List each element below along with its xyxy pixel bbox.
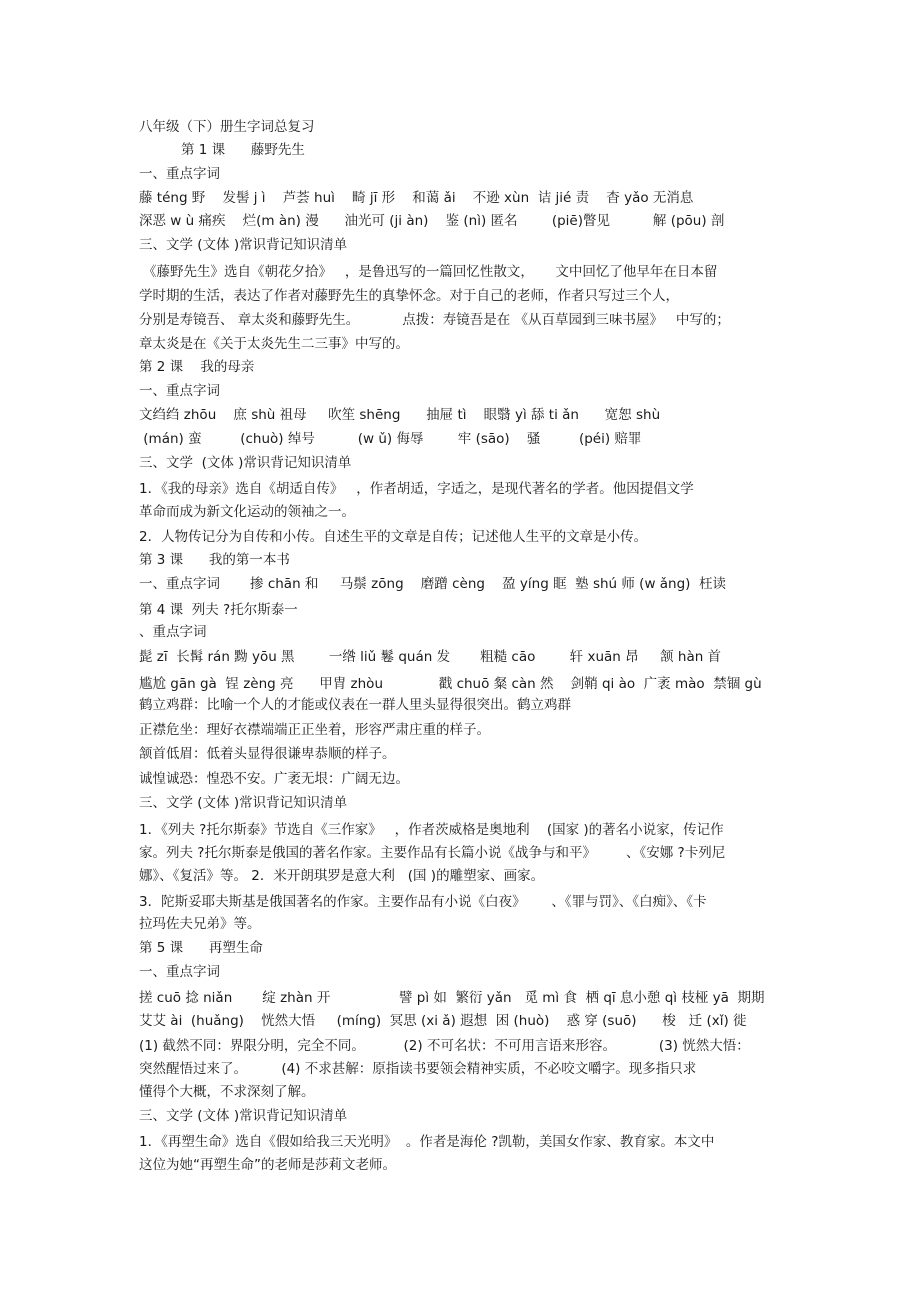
paragraph-line: 分别是寿镜吾、 章太炎和藤野先生。 点拨：寿镜吾是在 《从百草园到三味书屋》 中写的； xyxy=(139,312,730,328)
lesson-5-heading: 第 5 课 再塑生命 xyxy=(139,940,263,956)
paragraph-line: 这位为她“再塑生命”的老师是莎莉文老师。 xyxy=(139,1157,396,1173)
paragraph-line: 3．陀斯妥耶夫斯基是俄国著名的作家。主要作品有小说《白夜》 、《罪与罚》、《白痴》、《卡 xyxy=(139,894,707,910)
vocab-line: 搓 cuō 捻 niǎn 绽 zhàn 开 譬 pì 如 繁衍 yǎn 觅 mì 食 栖 qī 息小憩 qì 枝桠 yā 期期 xyxy=(139,990,765,1006)
paragraph-line: 1．《列夫 ?托尔斯泰》节选自《三作家》 ，作者茨威格是奥地利 (国家 )的著名小说家，传记作 xyxy=(139,822,724,838)
document-title: 八年级（下）册生字词总复习 xyxy=(139,119,315,135)
idiom-line: 诚惶诚恐：惶恐不安。广袤无垠：广阔无边。 xyxy=(139,771,409,787)
vocab-line: 髭 zī 长髯 rán 黝 yōu 黑 一绺 liǔ 鬈 quán 发 粗糙 cāo 轩 xuān 昂 颔 hàn 首 xyxy=(139,649,722,665)
paragraph-line: 2．人物传记分为自传和小传。自述生平的文章是自传；记述他人生平的文章是小传。 xyxy=(139,529,648,545)
lesson-1-heading: 第 1 课 藤野先生 xyxy=(181,142,305,158)
idiom-line: (1) 截然不同：界限分明，完全不同。 (2) 不可名状：不可用言语来形容。 (3) 恍然大悟： xyxy=(139,1038,750,1054)
paragraph-line: 学时期的生活，表达了作者对藤野先生的真挚怀念。对于自己的老师，作者只写过三个人， xyxy=(139,288,679,304)
section-heading: 、重点字词 xyxy=(139,624,207,640)
paragraph-line: 家。列夫 ?托尔斯泰是俄国的著名作家。主要作品有长篇小说《战争与和平》 、《安娜 ?卡列尼 xyxy=(139,845,726,861)
idiom-line: 鹤立鸡群：比喻一个人的才能或仪表在一群人里头显得很突出。鹤立鸡群 xyxy=(139,697,571,713)
vocab-line: 文绉绉 zhōu 庶 shù 祖母 吹笙 shēng 抽屉 tì 眼翳 yì 舔 ti ǎn 宽恕 shù xyxy=(139,407,661,423)
vocab-line: 尴尬 gān gà 锃 zèng 亮 甲胄 zhòu 戳 chuō 粲 càn 然 剑鞘 qi ào 广袤 mào 禁锢 gù xyxy=(139,676,762,692)
vocab-line: 艾艾 ài (huǎng) 恍然大悟 (míng) 冥思 (xi ǎ) 遐想 困 (huò) 惑 穿 (suō) 梭 迁 (xǐ) 徙 xyxy=(139,1013,747,1029)
paragraph-line: 拉玛佐夫兄弟》等。 xyxy=(139,916,261,932)
idiom-line: 懂得个大概，不求深刻了解。 xyxy=(139,1084,315,1100)
section-heading: 三、文学 (文体 )常识背记知识清单 xyxy=(139,237,348,253)
vocab-line: (mán) 蛮 (chuò) 绰号 (w ǔ) 侮辱 牢 (sāo) 骚 (péi) 赔罪 xyxy=(139,431,642,447)
paragraph-line: 革命而成为新文化运动的领袖之一。 xyxy=(139,504,355,520)
idiom-line: 正襟危坐：理好衣襟端端正正坐着，形容严肃庄重的样子。 xyxy=(139,722,490,738)
lesson-4-heading: 第 4 课 列夫 ?托尔斯泰一 xyxy=(139,602,298,618)
section-heading: 一、重点字词 xyxy=(139,383,220,399)
paragraph-line: 1．《再塑生命》选自《假如给我三天光明》 。作者是海伦 ?凯勒，美国女作家、教育家。本文中 xyxy=(139,1134,715,1150)
paragraph-line: 娜》、《复活》等。 2．米开朗琪罗是意大利 (国 )的雕塑家、画家。 xyxy=(139,868,545,884)
lesson-2-heading: 第 2 课 我的母亲 xyxy=(139,359,255,375)
section-heading: 一、重点字词 xyxy=(139,964,220,980)
vocab-line: 藤 téng 野 发髻 j ì 芦荟 huì 畸 jī 形 和蔼 ǎi 不逊 xùn 诘 jié 责 杳 yǎo 无消息 xyxy=(139,190,694,206)
section-heading: 三、文学 (文体 )常识背记知识清单 xyxy=(139,1108,348,1124)
vocab-line: 一、重点字词 掺 chān 和 马鬃 zōng 磨蹭 cèng 盈 yíng 眶 塾 shú 师 (w ǎng) 枉读 xyxy=(139,576,727,592)
paragraph-line: 1．《我的母亲》选自《胡适自传》 ，作者胡适，字适之，是现代著名的学者。他因提倡文学 xyxy=(139,481,694,497)
paragraph-line: 《藤野先生》选自《朝花夕拾》 ，是鲁迅写的一篇回忆性散文， 文中回忆了他早年在日本留 xyxy=(143,264,718,280)
idiom-line: 突然醒悟过来了。 (4) 不求甚解：原指读书要领会精神实质，不必咬文嚼字。现多指只求 xyxy=(139,1061,697,1077)
idiom-line: 颔首低眉：低着头显得很谦卑恭顺的样子。 xyxy=(139,746,396,762)
section-heading: 一、重点字词 xyxy=(139,166,220,182)
section-heading: 三、文学 (文体 )常识背记知识清单 xyxy=(139,455,352,471)
section-heading: 三、文学 (文体 )常识背记知识清单 xyxy=(139,795,348,811)
lesson-3-heading: 第 3 课 我的第一本书 xyxy=(139,552,290,568)
paragraph-line: 章太炎是在《关于太炎先生二三事》中写的。 xyxy=(139,336,409,352)
vocab-line: 深恶 w ù 痛疾 烂(m àn) 漫 油光可 (ji àn) 鉴 (nì) 匿名 (piē)瞥见 解 (pōu) 剖 xyxy=(139,213,725,229)
